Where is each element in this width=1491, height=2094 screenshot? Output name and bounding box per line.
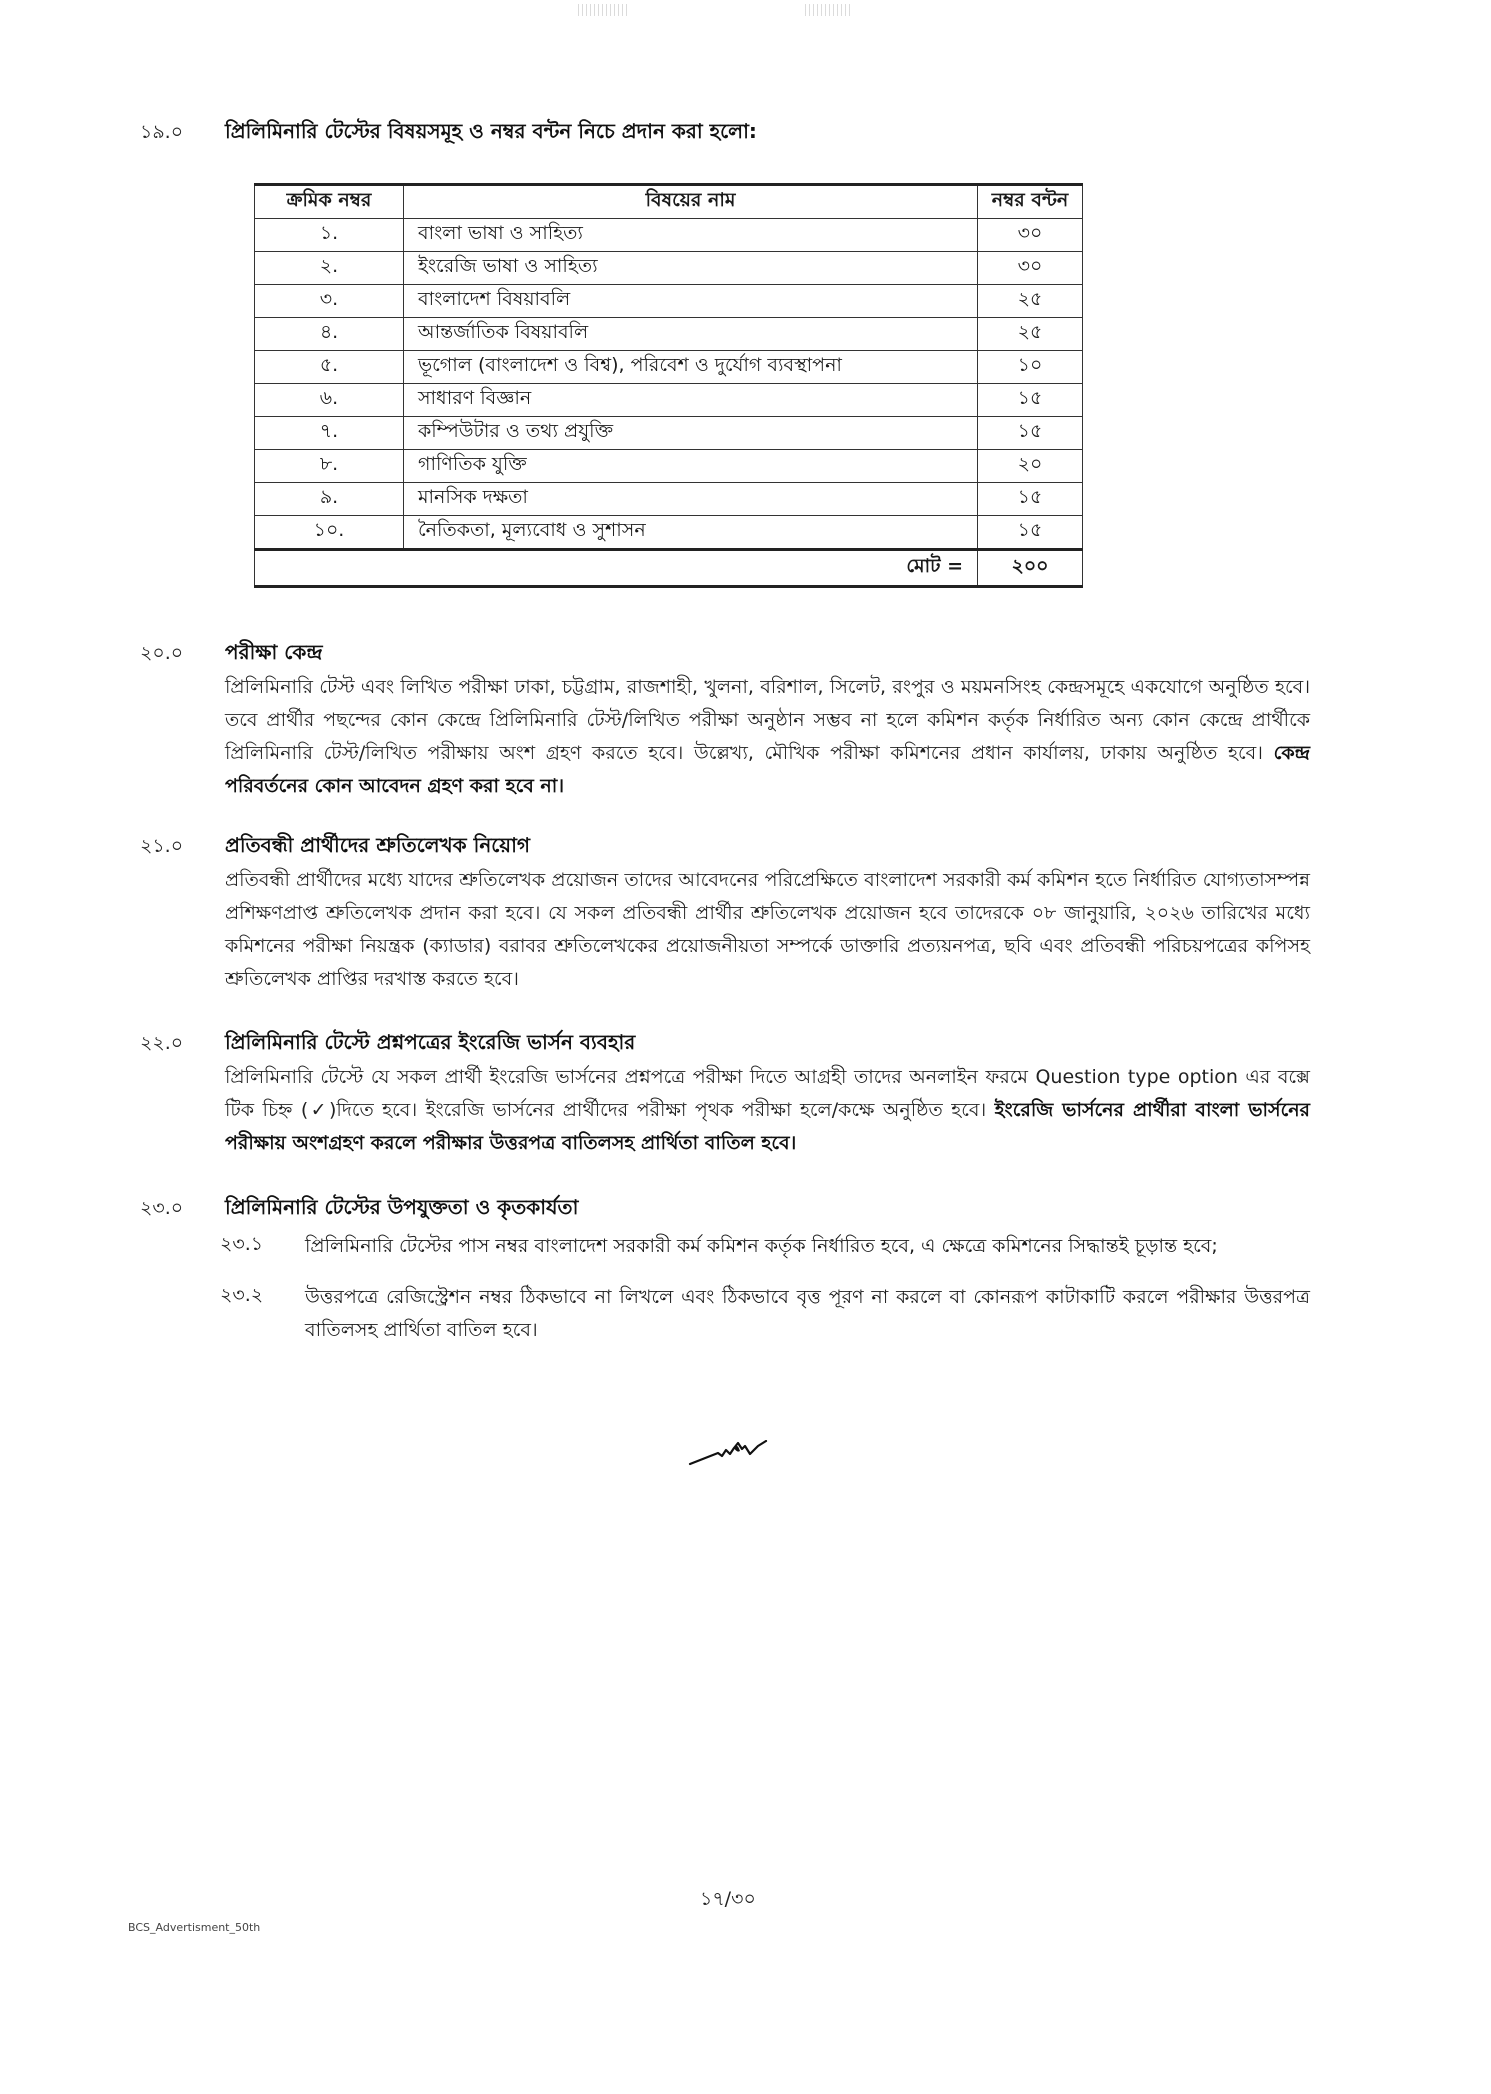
section-number: ২২.০ — [140, 1032, 184, 1054]
total-label: মোট = — [255, 550, 978, 587]
table-row — [255, 318, 1083, 351]
table-row — [255, 285, 1083, 318]
sub-item-number: ২৩.১ — [220, 1233, 264, 1255]
cell-subject: সাধারণ বিজ্ঞান — [404, 384, 978, 417]
sub-item-text: উত্তরপত্রে রেজিস্ট্রেশন নম্বর ঠিকভাবে না লিখলে এবং ঠিকভাবে বৃত্ত পূরণ না করলে বা কোনরূপ কাটাকাটি করলে পরীক্ষার উত্তরপত্র বাতিলসহ প্রার্থিতা বাতিল হবে। — [305, 1286, 1310, 1341]
footer-filename: BCS_Advertisment_50th — [128, 1921, 261, 1934]
table-row — [255, 384, 1083, 417]
section-number: ২৩.০ — [140, 1197, 184, 1219]
cell-marks: ১০ — [978, 351, 1083, 384]
signature-icon — [688, 1440, 772, 1468]
cell-serial: ১. — [255, 219, 404, 252]
section-title: প্রিলিমিনারি টেস্টে প্রশ্নপত্রের ইংরেজি ভার্সন ব্যবহার — [225, 1030, 636, 1054]
section-body — [225, 864, 1310, 996]
table-row — [255, 219, 1083, 252]
cell-serial: ৬. — [255, 384, 404, 417]
cell-serial: ২. — [255, 252, 404, 285]
cell-subject: ইংরেজি ভাষা ও সাহিত্য — [404, 252, 978, 285]
section-22 — [140, 1028, 1310, 1160]
cell-serial: ৯. — [255, 483, 404, 516]
cell-serial: ৭. — [255, 417, 404, 450]
cell-marks: ২৫ — [978, 318, 1083, 351]
header-marks: নম্বর বন্টন — [978, 185, 1083, 219]
total-value: ২০০ — [978, 550, 1083, 587]
cell-serial: ৪. — [255, 318, 404, 351]
section-19 — [140, 117, 1310, 150]
sub-item-23-1 — [220, 1230, 1310, 1263]
body-text: প্রতিবন্ধী প্রার্থীদের মধ্যে যাদের শ্রুতিলেখক প্রয়োজন তাদের আবেদনের পরিপ্রেক্ষিতে বাংলাদেশ সরকারী কর্ম কমিশন হতে নির্ধারিত যোগ্যতাসম্পন্ন প্রশিক্ষণপ্রাপ্ত শ্রুতিলেখক প্রদান করা হবে। যে সকল প্রতিবন্ধী প্রার্থীর শ্রুতিলেখক প্রয়োজন হবে তাদেরকে ০৮ জানুয়ারি, ২০২৬ তারিখের মধ্যে কমিশনের পরীক্ষা নিয়ন্ত্রক (ক্যাডার) বরাবর শ্রুতিলেখকের প্রয়োজনীয়তা সম্পর্কে ডাক্তারি প্রত্যয়নপত্র, ছবি এবং প্রতিবন্ধী পরিচয়পত্রের কপিসহ শ্রুতিলেখক প্রাপ্তির দরখাস্ত করতে হবে। — [225, 869, 1310, 990]
header-serial: ক্রমিক নম্বর — [255, 185, 404, 219]
table-row — [255, 417, 1083, 450]
cell-subject: বাংলা ভাষা ও সাহিত্য — [404, 219, 978, 252]
body-text: প্রিলিমিনারি টেস্ট এবং লিখিত পরীক্ষা ঢাকা, চট্টগ্রাম, রাজশাহী, খুলনা, বরিশাল, সিলেট, রংপুর ও ময়মনসিংহ কেন্দ্রসমূহে একযোগে অনুষ্ঠিত হবে। তবে প্রার্থীর পছন্দের কোন কেন্দ্রে প্রিলিমিনারি টেস্ট/লিখিত পরীক্ষা অনুষ্ঠান সম্ভব না হলে কমিশন কর্তৃক নির্ধারিত অন্য কোন কেন্দ্রে প্রার্থীকে প্রিলিমিনারি টেস্ট/লিখিত পরীক্ষায় অংশ গ্রহণ করতে হবে। উল্লেখ্য, মৌখিক পরীক্ষা কমিশনের প্রধান কার্যালয়, ঢাকায় অনুষ্ঠিত হবে। — [225, 676, 1310, 764]
section-23 — [140, 1193, 1310, 1347]
section-number: ১৯.০ — [140, 121, 184, 143]
cell-marks: ১৫ — [978, 483, 1083, 516]
cell-serial: ১০. — [255, 516, 404, 550]
sub-item-number: ২৩.২ — [220, 1284, 264, 1306]
table-row — [255, 516, 1083, 550]
header-subject: বিষয়ের নাম — [404, 185, 978, 219]
cell-marks: ৩০ — [978, 219, 1083, 252]
section-title: প্রিলিমিনারি টেস্টের বিষয়সমূহ ও নম্বর বন্টন নিচে প্রদান করা হলো: — [225, 119, 757, 143]
cell-subject: আন্তর্জাতিক বিষয়াবলি — [404, 318, 978, 351]
section-20 — [140, 638, 1310, 803]
cell-marks: ২০ — [978, 450, 1083, 483]
sub-item-text: প্রিলিমিনারি টেস্টের পাস নম্বর বাংলাদেশ সরকারী কর্ম কমিশন কর্তৃক নির্ধারিত হবে, এ ক্ষেত্রে কমিশনের সিদ্ধান্তই চূড়ান্ত হবে; — [305, 1235, 1218, 1257]
marks-distribution-table — [254, 183, 1083, 588]
body-emphasis: কেন্দ্র পরিবর্তনের কোন আবেদন গ্রহণ করা হবে না। — [225, 742, 1310, 797]
table-header-row — [255, 185, 1083, 219]
cell-marks: ২৫ — [978, 285, 1083, 318]
cell-subject: নৈতিকতা, মূল্যবোধ ও সুশাসন — [404, 516, 978, 550]
table-row — [255, 351, 1083, 384]
cell-marks: ১৫ — [978, 417, 1083, 450]
cell-marks: ৩০ — [978, 252, 1083, 285]
section-number: ২০.০ — [140, 642, 184, 664]
section-title: পরীক্ষা কেন্দ্র — [225, 640, 323, 664]
cell-serial: ৮. — [255, 450, 404, 483]
cell-subject: কম্পিউটার ও তথ্য প্রযুক্তি — [404, 417, 978, 450]
section-body — [225, 671, 1310, 803]
table-row — [255, 252, 1083, 285]
section-number: ২১.০ — [140, 835, 184, 857]
cell-subject: মানসিক দক্ষতা — [404, 483, 978, 516]
sub-item-23-2 — [220, 1281, 1310, 1347]
section-title: প্রিলিমিনারি টেস্টের উপযুক্ততা ও কৃতকার্যতা — [225, 1195, 579, 1219]
cell-serial: ৫. — [255, 351, 404, 384]
scan-artifact — [578, 4, 628, 16]
table-row — [255, 450, 1083, 483]
section-body — [225, 1061, 1310, 1160]
section-title: প্রতিবন্ধী প্রার্থীদের শ্রুতিলেখক নিয়োগ — [225, 833, 530, 857]
cell-subject: বাংলাদেশ বিষয়াবলি — [404, 285, 978, 318]
page-number: ১৭/৩০ — [700, 1888, 756, 1910]
body-text: প্রিলিমিনারি টেস্টে যে সকল প্রার্থী ইংরেজি ভার্সনের প্রশ্নপত্রে পরীক্ষা দিতে আগ্রহী তাদের অনলাইন ফরমে Question type option এর বক্সে টিক চিহ্ন (✓)দিতে হবে। ইংরেজি ভার্সনের প্রার্থীদের পরীক্ষা পৃথক পরীক্ষা হলে/কক্ষে অনুষ্ঠিত হবে। — [225, 1066, 1310, 1121]
cell-marks: ১৫ — [978, 516, 1083, 550]
scan-artifact — [805, 4, 853, 16]
cell-marks: ১৫ — [978, 384, 1083, 417]
table-row — [255, 483, 1083, 516]
cell-serial: ৩. — [255, 285, 404, 318]
table-total-row — [255, 550, 1083, 587]
cell-subject: ভূগোল (বাংলাদেশ ও বিশ্ব), পরিবেশ ও দুর্যোগ ব্যবস্থাপনা — [404, 351, 978, 384]
cell-subject: গাণিতিক যুক্তি — [404, 450, 978, 483]
body-emphasis: ইংরেজি ভার্সনের প্রার্থীরা বাংলা ভার্সনের পরীক্ষায় অংশগ্রহণ করলে পরীক্ষার উত্তরপত্র বাতিলসহ প্রার্থিতা বাতিল হবে। — [225, 1099, 1310, 1154]
section-21 — [140, 831, 1310, 996]
